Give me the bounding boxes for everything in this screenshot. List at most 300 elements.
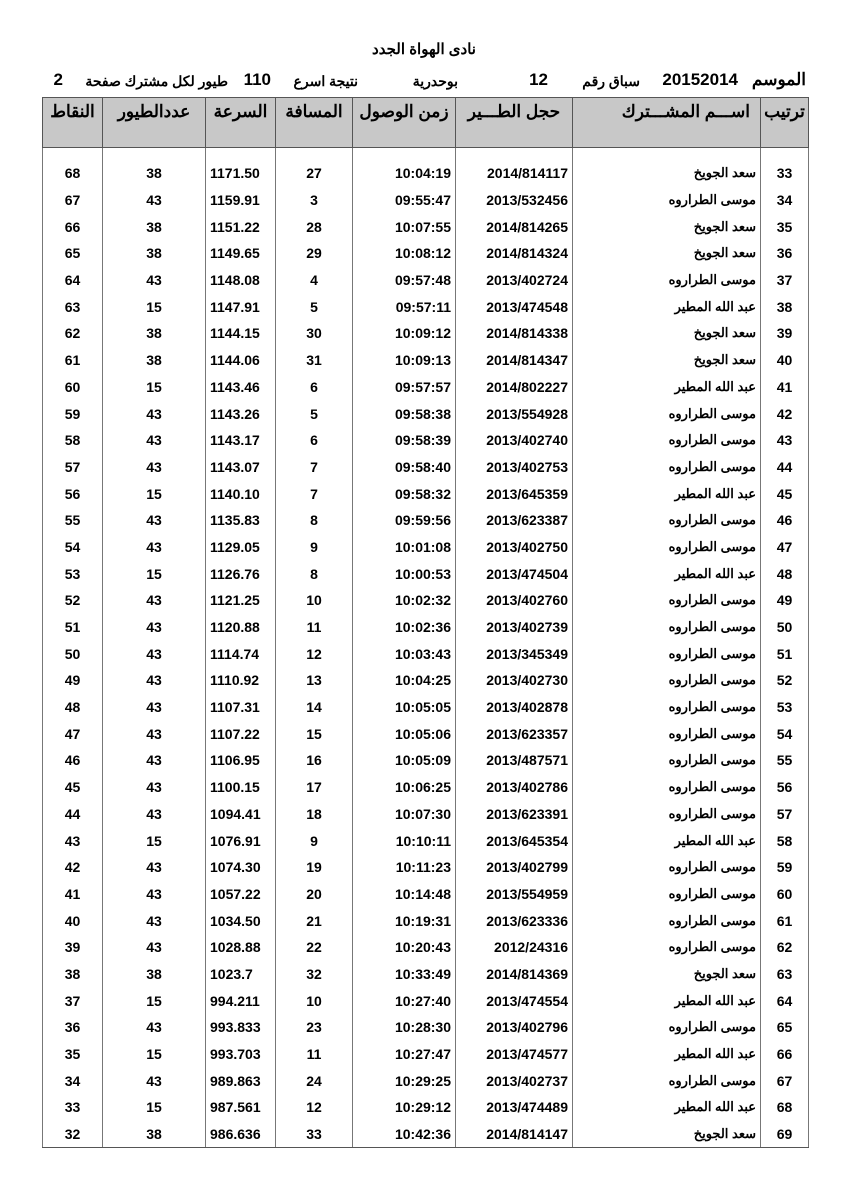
cell-ring: 2014/802227 — [456, 374, 573, 401]
cell-time: 09:58:39 — [353, 427, 456, 454]
table-row — [43, 1067, 809, 1094]
cell-ring: 2013/402740 — [456, 427, 573, 454]
table-row — [43, 640, 809, 667]
cell-points: 48 — [43, 694, 103, 721]
cell-rank: 33 — [761, 160, 809, 187]
cell-rank: 65 — [761, 1014, 809, 1041]
cell-points: 51 — [43, 614, 103, 641]
cell-name: موسى الطراروه — [573, 454, 761, 481]
cell-speed: 1143.26 — [206, 400, 276, 427]
table-row — [43, 614, 809, 641]
cell-rank: 50 — [761, 614, 809, 641]
cell-rank: 60 — [761, 881, 809, 908]
cell-speed: 1143.17 — [206, 427, 276, 454]
cell-rank: 63 — [761, 961, 809, 988]
cell-distance: 15 — [276, 720, 353, 747]
cell-time: 10:28:30 — [353, 1014, 456, 1041]
cell-distance: 10 — [276, 987, 353, 1014]
cell-birds: 43 — [103, 267, 206, 294]
race-number: 12 — [529, 70, 548, 89]
cell-birds: 38 — [103, 1121, 206, 1148]
col-time: زمن الوصول — [353, 98, 456, 148]
cell-time: 09:57:48 — [353, 267, 456, 294]
cell-time: 10:20:43 — [353, 934, 456, 961]
cell-points: 35 — [43, 1041, 103, 1068]
cell-rank: 56 — [761, 774, 809, 801]
cell-ring: 2013/402737 — [456, 1067, 573, 1094]
cell-speed: 1110.92 — [206, 667, 276, 694]
table-row — [43, 961, 809, 988]
table-row — [43, 667, 809, 694]
cell-name: عبد الله المطير — [573, 1041, 761, 1068]
cell-ring: 2013/474577 — [456, 1041, 573, 1068]
cell-birds: 38 — [103, 320, 206, 347]
cell-birds: 43 — [103, 507, 206, 534]
table-row — [43, 854, 809, 881]
cell-name: موسى الطراروه — [573, 640, 761, 667]
cell-birds: 38 — [103, 347, 206, 374]
cell-speed: 986.636 — [206, 1121, 276, 1148]
cell-ring: 2014/814347 — [456, 347, 573, 374]
cell-speed: 1143.07 — [206, 454, 276, 481]
table-row — [43, 801, 809, 828]
cell-birds: 38 — [103, 213, 206, 240]
cell-name: موسى الطراروه — [573, 187, 761, 214]
cell-points: 45 — [43, 774, 103, 801]
cell-name: موسى الطراروه — [573, 587, 761, 614]
cell-ring: 2014/814324 — [456, 240, 573, 267]
table-row — [43, 694, 809, 721]
cell-time: 10:03:43 — [353, 640, 456, 667]
cell-points: 64 — [43, 267, 103, 294]
cell-speed: 1107.22 — [206, 720, 276, 747]
cell-distance: 31 — [276, 347, 353, 374]
cell-distance: 10 — [276, 587, 353, 614]
cell-speed: 1149.65 — [206, 240, 276, 267]
cell-points: 62 — [43, 320, 103, 347]
cell-birds: 43 — [103, 854, 206, 881]
header-row — [43, 98, 809, 148]
table-row — [43, 1121, 809, 1148]
table-row — [43, 160, 809, 187]
table-row — [43, 1014, 809, 1041]
page-number: 2 — [53, 70, 63, 89]
table-row — [43, 587, 809, 614]
table-row — [43, 827, 809, 854]
cell-distance: 18 — [276, 801, 353, 828]
cell-speed: 1171.50 — [206, 160, 276, 187]
cell-name: سعد الجويخ — [573, 1121, 761, 1148]
cell-speed: 1159.91 — [206, 187, 276, 214]
cell-time: 10:27:47 — [353, 1041, 456, 1068]
cell-speed: 1147.91 — [206, 293, 276, 320]
cell-rank: 35 — [761, 213, 809, 240]
cell-ring: 2013/402753 — [456, 454, 573, 481]
cell-birds: 15 — [103, 987, 206, 1014]
table-row — [43, 454, 809, 481]
cell-points: 61 — [43, 347, 103, 374]
cell-rank: 61 — [761, 907, 809, 934]
cell-rank: 45 — [761, 480, 809, 507]
cell-speed: 1144.15 — [206, 320, 276, 347]
cell-name: موسى الطراروه — [573, 801, 761, 828]
col-distance: المسافة — [276, 98, 353, 148]
cell-name: موسى الطراروه — [573, 267, 761, 294]
cell-ring: 2014/814369 — [456, 961, 573, 988]
cell-distance: 9 — [276, 827, 353, 854]
cell-name: سعد الجويخ — [573, 347, 761, 374]
cell-birds: 38 — [103, 240, 206, 267]
cell-birds: 15 — [103, 293, 206, 320]
cell-points: 34 — [43, 1067, 103, 1094]
table-row — [43, 720, 809, 747]
cell-ring: 2013/402730 — [456, 667, 573, 694]
cell-rank: 58 — [761, 827, 809, 854]
cell-name: موسى الطراروه — [573, 720, 761, 747]
cell-ring: 2013/402760 — [456, 587, 573, 614]
cell-distance: 30 — [276, 320, 353, 347]
col-name: اســـم المشـــترك — [573, 98, 761, 148]
table-row — [43, 534, 809, 561]
cell-points: 67 — [43, 187, 103, 214]
cell-speed: 1106.95 — [206, 747, 276, 774]
cell-time: 10:33:49 — [353, 961, 456, 988]
cell-distance: 7 — [276, 454, 353, 481]
table-row — [43, 427, 809, 454]
cell-rank: 62 — [761, 934, 809, 961]
cell-name: موسى الطراروه — [573, 1014, 761, 1041]
cell-time: 10:05:05 — [353, 694, 456, 721]
table-row — [43, 747, 809, 774]
cell-speed: 1074.30 — [206, 854, 276, 881]
cell-rank: 51 — [761, 640, 809, 667]
cell-rank: 69 — [761, 1121, 809, 1148]
cell-ring: 2013/474548 — [456, 293, 573, 320]
cell-distance: 11 — [276, 614, 353, 641]
cell-points: 63 — [43, 293, 103, 320]
cell-ring: 2013/554928 — [456, 400, 573, 427]
cell-time: 10:29:25 — [353, 1067, 456, 1094]
cell-name: موسى الطراروه — [573, 694, 761, 721]
cell-distance: 7 — [276, 480, 353, 507]
cell-name: موسى الطراروه — [573, 774, 761, 801]
cell-time: 09:58:32 — [353, 480, 456, 507]
cell-rank: 34 — [761, 187, 809, 214]
cell-rank: 57 — [761, 801, 809, 828]
table-row — [43, 560, 809, 587]
cell-speed: 993.703 — [206, 1041, 276, 1068]
cell-time: 10:04:19 — [353, 160, 456, 187]
cell-distance: 32 — [276, 961, 353, 988]
club-title: نادى الهواة الجدد — [372, 41, 476, 58]
season-value: 20152014 — [662, 70, 738, 89]
cell-birds: 43 — [103, 400, 206, 427]
cell-speed: 1100.15 — [206, 774, 276, 801]
cell-points: 39 — [43, 934, 103, 961]
table-row — [43, 240, 809, 267]
cell-distance: 9 — [276, 534, 353, 561]
cell-name: سعد الجويخ — [573, 213, 761, 240]
cell-name: عبد الله المطير — [573, 374, 761, 401]
cell-birds: 43 — [103, 774, 206, 801]
table-row — [43, 400, 809, 427]
cell-name: عبد الله المطير — [573, 293, 761, 320]
cell-time: 10:01:08 — [353, 534, 456, 561]
cell-name: موسى الطراروه — [573, 534, 761, 561]
cell-distance: 5 — [276, 293, 353, 320]
cell-speed: 1148.08 — [206, 267, 276, 294]
cell-birds: 43 — [103, 454, 206, 481]
cell-time: 10:02:32 — [353, 587, 456, 614]
cell-time: 09:58:38 — [353, 400, 456, 427]
cell-ring: 2013/402750 — [456, 534, 573, 561]
cell-rank: 68 — [761, 1094, 809, 1121]
cell-time: 09:57:11 — [353, 293, 456, 320]
cell-rank: 37 — [761, 267, 809, 294]
cell-speed: 1034.50 — [206, 907, 276, 934]
cell-rank: 44 — [761, 454, 809, 481]
cell-time: 10:06:25 — [353, 774, 456, 801]
cell-rank: 66 — [761, 1041, 809, 1068]
cell-birds: 43 — [103, 667, 206, 694]
cell-rank: 47 — [761, 534, 809, 561]
cell-points: 52 — [43, 587, 103, 614]
cell-distance: 6 — [276, 374, 353, 401]
cell-speed: 1129.05 — [206, 534, 276, 561]
cell-time: 10:09:13 — [353, 347, 456, 374]
cell-birds: 43 — [103, 614, 206, 641]
cell-time: 09:57:57 — [353, 374, 456, 401]
cell-distance: 6 — [276, 427, 353, 454]
cell-points: 44 — [43, 801, 103, 828]
cell-time: 10:08:12 — [353, 240, 456, 267]
cell-name: موسى الطراروه — [573, 667, 761, 694]
cell-ring: 2013/402786 — [456, 774, 573, 801]
cell-rank: 55 — [761, 747, 809, 774]
cell-birds: 15 — [103, 1041, 206, 1068]
cell-time: 10:11:23 — [353, 854, 456, 881]
cell-name: عبد الله المطير — [573, 987, 761, 1014]
cell-name: موسى الطراروه — [573, 427, 761, 454]
cell-points: 41 — [43, 881, 103, 908]
cell-name: سعد الجويخ — [573, 961, 761, 988]
cell-distance: 27 — [276, 160, 353, 187]
cell-distance: 24 — [276, 1067, 353, 1094]
cell-ring: 2014/814117 — [456, 160, 573, 187]
cell-ring: 2013/402796 — [456, 1014, 573, 1041]
cell-name: موسى الطراروه — [573, 400, 761, 427]
cell-birds: 43 — [103, 1014, 206, 1041]
cell-speed: 1143.46 — [206, 374, 276, 401]
cell-rank: 39 — [761, 320, 809, 347]
col-ring: حجل الطـــير — [456, 98, 573, 148]
cell-ring: 2013/623357 — [456, 720, 573, 747]
cell-speed: 1023.7 — [206, 961, 276, 988]
cell-points: 40 — [43, 907, 103, 934]
cell-points: 33 — [43, 1094, 103, 1121]
cell-speed: 1114.74 — [206, 640, 276, 667]
cell-points: 43 — [43, 827, 103, 854]
cell-speed: 1121.25 — [206, 587, 276, 614]
cell-points: 50 — [43, 640, 103, 667]
cell-rank: 67 — [761, 1067, 809, 1094]
cell-rank: 36 — [761, 240, 809, 267]
cell-ring: 2013/474504 — [456, 560, 573, 587]
cell-points: 59 — [43, 400, 103, 427]
cell-time: 10:05:06 — [353, 720, 456, 747]
cell-birds: 43 — [103, 934, 206, 961]
cell-time: 10:07:30 — [353, 801, 456, 828]
cell-rank: 52 — [761, 667, 809, 694]
cell-time: 10:42:36 — [353, 1121, 456, 1148]
cell-rank: 46 — [761, 507, 809, 534]
cell-name: عبد الله المطير — [573, 827, 761, 854]
cell-name: عبد الله المطير — [573, 560, 761, 587]
table-row — [43, 320, 809, 347]
location: بوحدرية — [412, 73, 458, 89]
cell-birds: 43 — [103, 1067, 206, 1094]
per-participant-label: طيور لكل مشترك صفحة — [85, 73, 228, 89]
cell-points: 38 — [43, 961, 103, 988]
cell-name: موسى الطراروه — [573, 907, 761, 934]
cell-points: 53 — [43, 560, 103, 587]
cell-ring: 2014/814147 — [456, 1121, 573, 1148]
cell-time: 10:00:53 — [353, 560, 456, 587]
cell-birds: 43 — [103, 907, 206, 934]
cell-speed: 1151.22 — [206, 213, 276, 240]
cell-points: 56 — [43, 480, 103, 507]
table-row — [43, 293, 809, 320]
cell-speed: 1107.31 — [206, 694, 276, 721]
cell-rank: 49 — [761, 587, 809, 614]
cell-name: موسى الطراروه — [573, 747, 761, 774]
cell-ring: 2013/402799 — [456, 854, 573, 881]
cell-time: 10:14:48 — [353, 881, 456, 908]
table-row — [43, 213, 809, 240]
cell-ring: 2013/645359 — [456, 480, 573, 507]
cell-distance: 16 — [276, 747, 353, 774]
cell-points: 57 — [43, 454, 103, 481]
cell-speed: 1076.91 — [206, 827, 276, 854]
cell-distance: 28 — [276, 213, 353, 240]
cell-distance: 12 — [276, 640, 353, 667]
table-row — [43, 480, 809, 507]
cell-distance: 14 — [276, 694, 353, 721]
cell-name: عبد الله المطير — [573, 1094, 761, 1121]
cell-distance: 23 — [276, 1014, 353, 1041]
cell-time: 09:59:56 — [353, 507, 456, 534]
cell-time: 10:19:31 — [353, 907, 456, 934]
table-row — [43, 934, 809, 961]
cell-ring: 2013/345349 — [456, 640, 573, 667]
cell-distance: 33 — [276, 1121, 353, 1148]
cell-time: 10:05:09 — [353, 747, 456, 774]
col-speed: السرعة — [206, 98, 276, 148]
cell-ring: 2013/474489 — [456, 1094, 573, 1121]
cell-speed: 989.863 — [206, 1067, 276, 1094]
cell-points: 54 — [43, 534, 103, 561]
cell-distance: 20 — [276, 881, 353, 908]
cell-rank: 54 — [761, 720, 809, 747]
cell-birds: 43 — [103, 587, 206, 614]
table-row — [43, 187, 809, 214]
cell-points: 58 — [43, 427, 103, 454]
cell-ring: 2013/402739 — [456, 614, 573, 641]
cell-speed: 1135.83 — [206, 507, 276, 534]
cell-ring: 2013/474554 — [456, 987, 573, 1014]
cell-distance: 21 — [276, 907, 353, 934]
table-row — [43, 1094, 809, 1121]
cell-ring: 2013/487571 — [456, 747, 573, 774]
cell-time: 10:29:12 — [353, 1094, 456, 1121]
cell-time: 10:10:11 — [353, 827, 456, 854]
cell-speed: 1028.88 — [206, 934, 276, 961]
cell-points: 42 — [43, 854, 103, 881]
col-birds: عددالطيور — [103, 98, 206, 148]
cell-birds: 43 — [103, 187, 206, 214]
cell-speed: 994.211 — [206, 987, 276, 1014]
table-row — [43, 1041, 809, 1068]
cell-birds: 15 — [103, 560, 206, 587]
cell-birds: 43 — [103, 427, 206, 454]
cell-ring: 2013/554959 — [456, 881, 573, 908]
cell-speed: 993.833 — [206, 1014, 276, 1041]
cell-name: سعد الجويخ — [573, 320, 761, 347]
cell-points: 32 — [43, 1121, 103, 1148]
cell-birds: 43 — [103, 881, 206, 908]
race-label: سباق رقم — [582, 73, 640, 89]
cell-time: 09:55:47 — [353, 187, 456, 214]
cell-speed: 1057.22 — [206, 881, 276, 908]
cell-points: 37 — [43, 987, 103, 1014]
cell-name: موسى الطراروه — [573, 507, 761, 534]
cell-birds: 43 — [103, 640, 206, 667]
cell-time: 10:09:12 — [353, 320, 456, 347]
cell-name: سعد الجويخ — [573, 240, 761, 267]
cell-distance: 11 — [276, 1041, 353, 1068]
cell-time: 09:58:40 — [353, 454, 456, 481]
table-row — [43, 881, 809, 908]
cell-birds: 43 — [103, 694, 206, 721]
table-row — [43, 347, 809, 374]
cell-birds: 43 — [103, 747, 206, 774]
cell-ring: 2012/24316 — [456, 934, 573, 961]
cell-ring: 2013/532456 — [456, 187, 573, 214]
table-row — [43, 774, 809, 801]
cell-name: عبد الله المطير — [573, 480, 761, 507]
cell-time: 10:07:55 — [353, 213, 456, 240]
cell-name: موسى الطراروه — [573, 881, 761, 908]
cell-ring: 2013/623387 — [456, 507, 573, 534]
cell-speed: 1094.41 — [206, 801, 276, 828]
table-row — [43, 507, 809, 534]
cell-birds: 38 — [103, 160, 206, 187]
cell-birds: 15 — [103, 374, 206, 401]
cell-distance: 8 — [276, 507, 353, 534]
table-row — [43, 907, 809, 934]
cell-name: موسى الطراروه — [573, 1067, 761, 1094]
cell-speed: 1140.10 — [206, 480, 276, 507]
cell-distance: 5 — [276, 400, 353, 427]
cell-birds: 43 — [103, 720, 206, 747]
col-rank: ترتيب — [761, 98, 809, 148]
cell-rank: 41 — [761, 374, 809, 401]
season-label: الموسم — [751, 70, 806, 89]
results-table — [42, 97, 809, 1148]
cell-rank: 43 — [761, 427, 809, 454]
cell-time: 10:04:25 — [353, 667, 456, 694]
cell-distance: 13 — [276, 667, 353, 694]
